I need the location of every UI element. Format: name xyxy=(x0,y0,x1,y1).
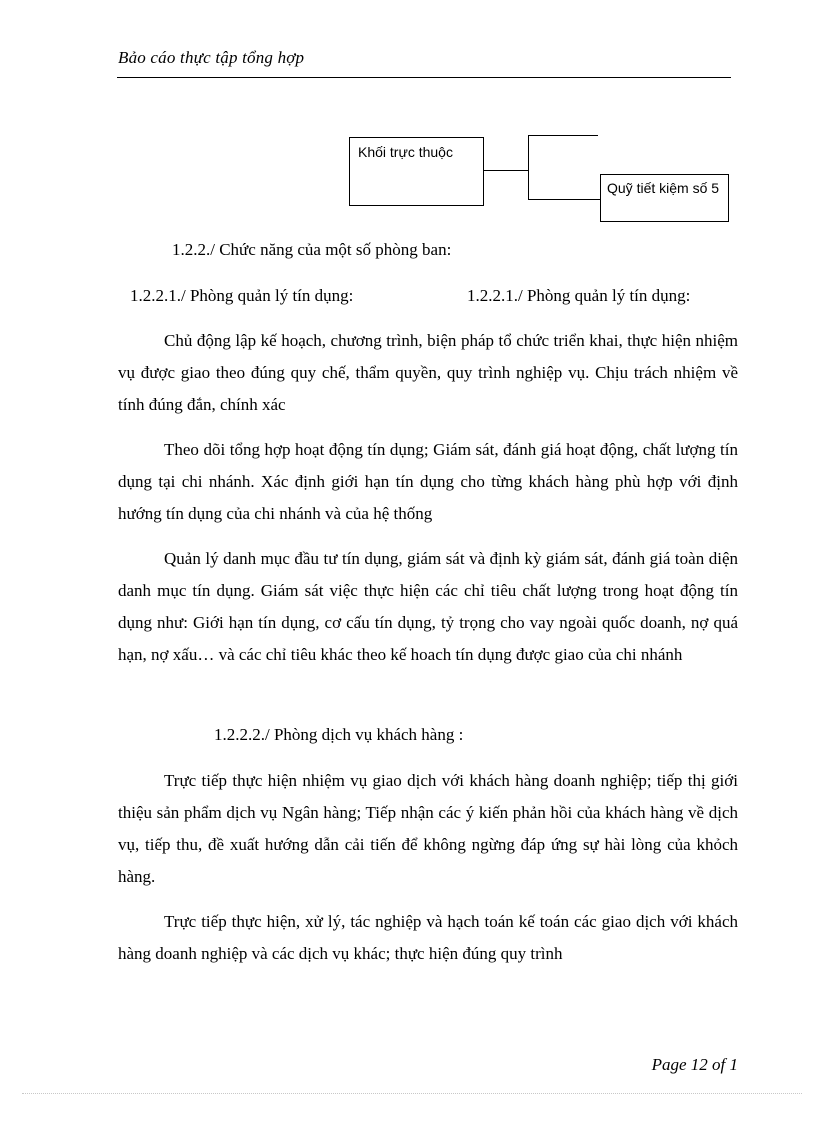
paragraph: Chủ động lập kế hoạch, chương trình, biện pháp tổ chức triển khai, thực hiện nhiệm vụ được giao theo đúng quy chế, thẩm quyền, quy trình nghiệp vụ. Chịu trách nhiệm về tính đúng đắn, chính xác xyxy=(118,331,738,414)
section-heading-1-2-2-1-duplicate: 1.2.2.1./ Phòng quản lý tín dụng: xyxy=(467,286,691,305)
document-header-title: Bảo cáo thực tập tổng hợp xyxy=(118,48,305,67)
paragraph: Theo dõi tổng hợp hoạt động tín dụng; Giám sát, đánh giá hoạt động, chất lượng tín dụng tại chi nhánh. Xác định giới hạn tín dụng cho từng khách hàng phù hợp với định hướng tín dụng của chi nhánh và của hệ thống xyxy=(118,440,738,523)
header-rule xyxy=(117,77,731,78)
org-box-quy-tiet-kiem xyxy=(600,174,729,222)
section-heading-1-2-2-1: 1.2.2.1./ Phòng quản lý tín dụng: xyxy=(130,286,354,305)
page-number: Page 12 of 1 xyxy=(651,1055,738,1074)
section-heading-1-2-2: 1.2.2./ Chức năng của một số phòng ban: xyxy=(172,240,452,259)
connector-line xyxy=(528,199,600,200)
paragraph: Trực tiếp thực hiện, xử lý, tác nghiệp và hạch toán kế toán các giao dịch với khách hàng doanh nghiệp và các dịch vụ khác; thực hiện đúng quy trình xyxy=(118,912,738,963)
section-heading-1-2-2-2: 1.2.2.2./ Phòng dịch vụ khách hàng : xyxy=(214,725,464,744)
org-box-khoi-truc-thuoc xyxy=(349,137,484,206)
page-break-divider xyxy=(22,1093,802,1094)
org-box-label: Khối trực thuộc xyxy=(358,144,453,160)
org-box-label: Quỹ tiết kiệm số 5 xyxy=(607,180,720,196)
connector-line xyxy=(528,135,598,136)
paragraph: Quản lý danh mục đầu tư tín dụng, giám sát và định kỳ giám sát, đánh giá toàn diện danh mục tín dụng. Giám sát việc thực hiện các chỉ tiêu chất lượng trong hoạt động tín dụng như: Giới hạn tín dụng, cơ cấu tín dụng, tỷ trọng cho vay ngoài quốc doanh, nợ quá hạn, nợ xấu… và các chỉ tiêu khác theo kế hoach tín dụng được giao của chi nhánh xyxy=(118,549,738,664)
paragraph: Trực tiếp thực hiện nhiệm vụ giao dịch với khách hàng doanh nghiệp; tiếp thị giới thiệu sản phẩm dịch vụ Ngân hàng; Tiếp nhận các ý kiến phản hồi của khách hàng về dịch vụ, tiếp thu, đề xuất hướng dẫn cải tiến để không ngừng đáp ứng sự hài lòng của khỏch hàng. xyxy=(118,771,738,886)
connector-line xyxy=(484,170,529,171)
connector-line xyxy=(528,135,529,199)
